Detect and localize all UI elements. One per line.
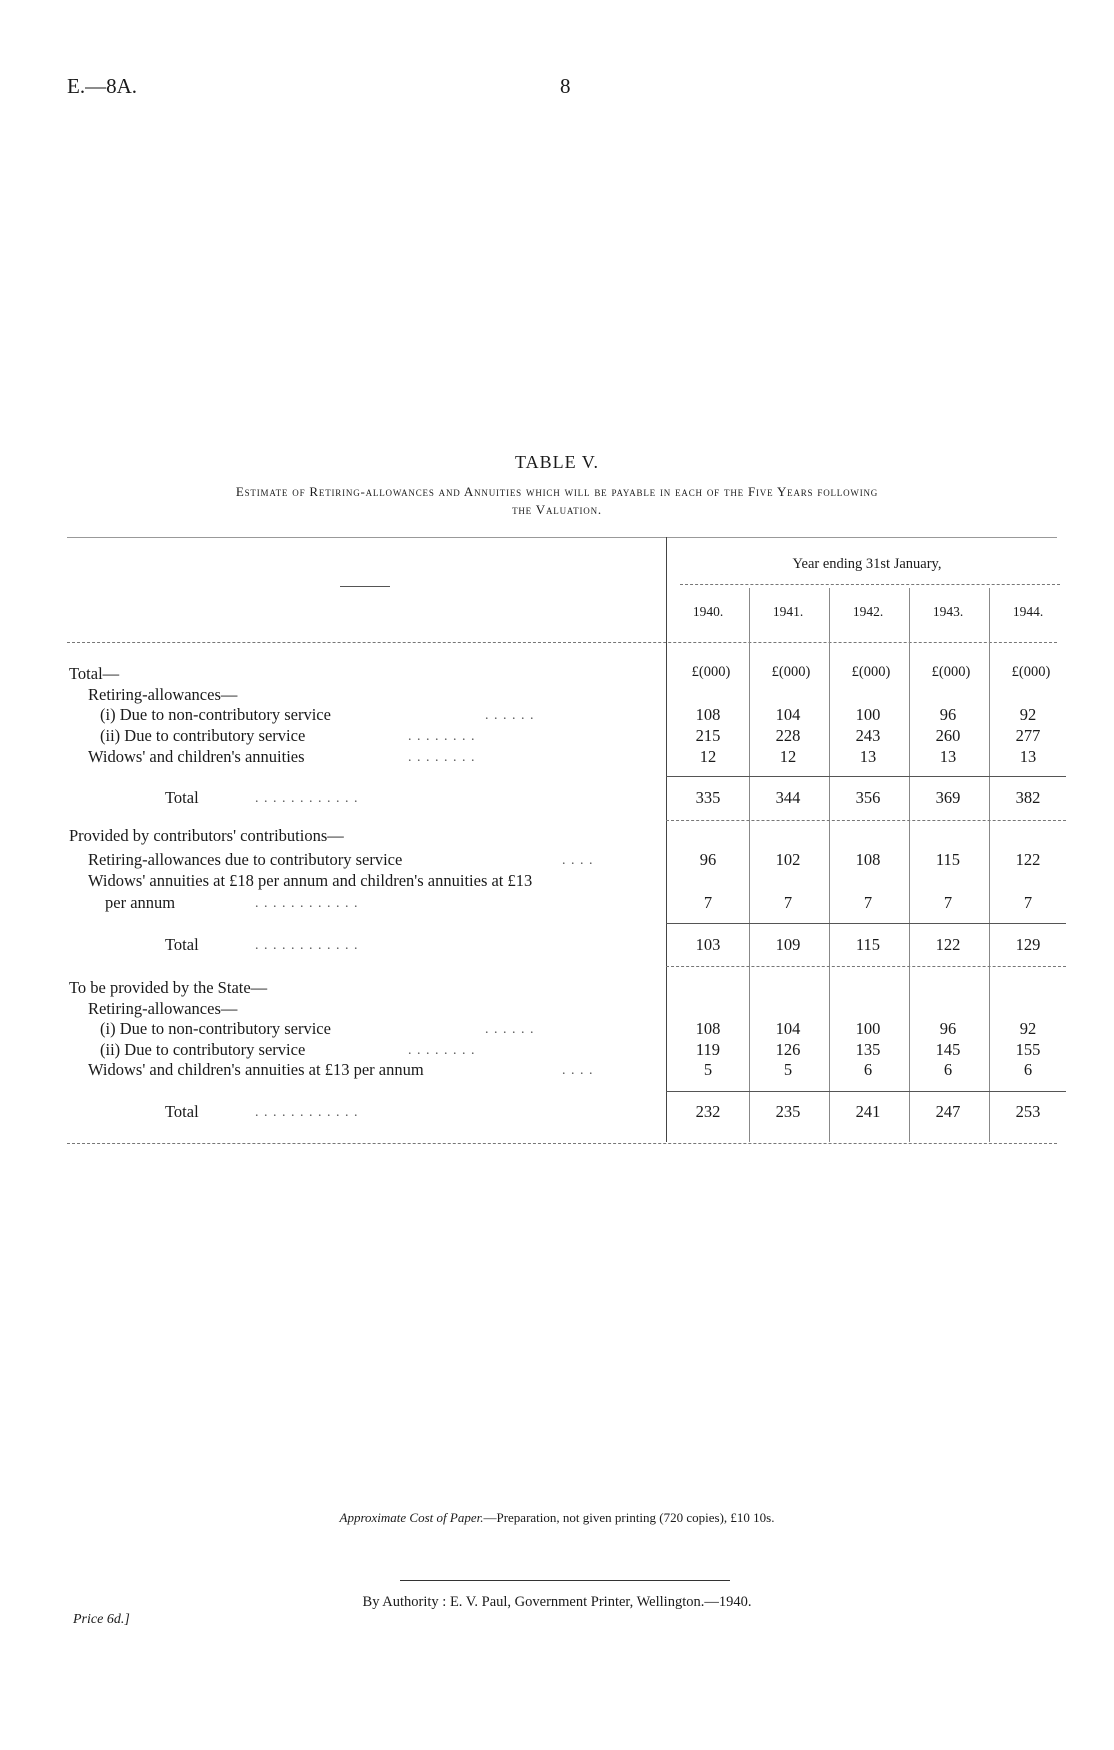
section3-heading-row [0,978,1114,1000]
total-cell: 232 [695,1102,721,1121]
cell: 115 [935,850,961,869]
cell: 104 [775,1019,801,1038]
leader-dots: . . . . . . . . . . . . [255,791,359,806]
section3-subheading-row [0,999,1114,1021]
leader-dots: . . . . . . [485,708,535,723]
total-rule [666,923,1066,924]
section-rule [666,966,1066,967]
total-cell: 103 [695,935,721,954]
section2-heading-row [0,826,1114,848]
total-cell: 241 [855,1102,881,1121]
total-cell: 369 [935,788,961,807]
total-cell: 109 [775,935,801,954]
cell: 122 [1015,850,1041,869]
row-label: (i) Due to non-contributory service [100,1019,331,1038]
row-label: Widows' and children's annuities [88,747,305,766]
row-label-continued: per annum [105,893,176,912]
cell: 13 [1019,747,1037,766]
cell: 108 [695,1019,721,1038]
leader-dots: . . . . . . . . . . . . [255,1105,359,1120]
table-top-rule [67,537,1057,538]
cell: 7 [863,893,873,912]
cell: 6 [863,1060,873,1079]
report-code: E.—8A. [67,74,137,98]
row-label: (i) Due to non-contributory service [100,705,331,724]
total-cell: 115 [855,935,881,954]
table-bottom-rule [67,1143,1057,1144]
cost-text: —Preparation, not given printing (720 copies), £10 10s. [483,1510,775,1525]
leader-dots: . . . . . . . . . . . . [255,938,359,953]
cell: 145 [935,1040,961,1059]
group-header-rule [680,584,1060,585]
cell: 228 [775,726,801,745]
table-row [0,705,1114,727]
unit-1943: £(000) [931,664,971,680]
label-header-dash [340,586,390,587]
cell: 108 [695,705,721,724]
column-group-header: Year ending 31st January, [792,556,942,572]
table-row-label-line1 [0,871,1114,893]
total-cell: 253 [1015,1102,1041,1121]
section1-subheading-row [0,685,1114,707]
unit-1944: £(000) [1011,664,1051,680]
leader-dots: . . . . [562,1063,594,1078]
cell: 260 [935,726,961,745]
cell: 7 [1023,893,1033,912]
total-row [0,788,1114,810]
cell: 12 [779,747,797,766]
year-header-1940: 1940. [692,604,724,619]
table-row [0,893,1114,915]
cell: 126 [775,1040,801,1059]
section2-heading: Provided by contributors' contributions— [69,826,344,845]
unit-1940: £(000) [691,664,731,680]
row-label: Widows' annuities at £18 per annum and children's annuities at £13 [88,871,533,890]
unit-1942: £(000) [851,664,891,680]
cell: 277 [1015,726,1041,745]
leader-dots: . . . . [562,853,594,868]
printer-authority: By Authority : E. V. Paul, Government Printer, Wellington.—1940. [362,1594,752,1610]
cell: 92 [1019,705,1037,724]
cell: 13 [939,747,957,766]
table-row [0,850,1114,872]
total-rule [666,1091,1066,1092]
cell: 102 [775,850,801,869]
year-header-1942: 1942. [852,604,884,619]
table-title: TABLE V. [515,452,599,472]
cell: 119 [695,1040,721,1059]
cost-of-paper-note [0,1510,1114,1526]
total-cell: 356 [855,788,881,807]
row-label: Widows' and children's annuities at £13 per annum [88,1060,424,1079]
year-header-1941: 1941. [772,604,804,619]
total-label: Total [165,788,199,807]
leader-dots: . . . . . . . . [408,729,476,744]
cell: 100 [855,705,881,724]
table-caption-line2: the Valuation. [512,502,602,517]
total-label: Total [165,935,199,954]
cell: 12 [699,747,717,766]
total-cell: 129 [1015,935,1041,954]
cell: 243 [855,726,881,745]
cell: 5 [783,1060,793,1079]
row-label: (ii) Due to contributory service [100,726,306,745]
leader-dots: . . . . . . [485,1022,535,1037]
total-cell: 122 [935,935,961,954]
cell: 6 [1023,1060,1033,1079]
table-row [0,1040,1114,1062]
year-header-1944: 1944. [1012,604,1044,619]
unit-1941: £(000) [771,664,811,680]
table-row [0,1060,1114,1082]
price: Price 6d.] [73,1612,130,1627]
cell: 96 [939,1019,957,1038]
cell: 96 [939,705,957,724]
leader-dots: . . . . . . . . . . . . [255,896,359,911]
row-label: Retiring-allowances due to contributory service [88,850,403,869]
cell: 135 [855,1040,881,1059]
cell: 7 [783,893,793,912]
total-cell: 247 [935,1102,961,1121]
table-caption-line1: Estimate of Retiring-allowances and Annuities which will be payable in each of the Five Years following [235,484,879,499]
row-label: (ii) Due to contributory service [100,1040,306,1059]
section1-heading: Total— [69,664,120,683]
cell: 92 [1019,1019,1037,1038]
cell: 155 [1015,1040,1041,1059]
total-cell: 344 [775,788,801,807]
section3-heading: To be provided by the State— [69,978,268,997]
total-label: Total [165,1102,199,1121]
footer-rule [400,1580,730,1581]
total-row [0,1102,1114,1124]
total-cell: 335 [695,788,721,807]
year-header-1943: 1943. [932,604,964,619]
total-rule [666,776,1066,777]
table-row [0,747,1114,769]
cell: 6 [943,1060,953,1079]
leader-dots: . . . . . . . . [408,750,476,765]
page-number: 8 [560,74,571,98]
section-rule [666,820,1066,821]
cell: 104 [775,705,801,724]
cell: 7 [703,893,713,912]
section1-subheading: Retiring-allowances— [88,685,238,704]
cell: 100 [855,1019,881,1038]
cost-label: Approximate Cost of Paper. [339,1510,484,1525]
cell: 13 [859,747,877,766]
total-cell: 382 [1015,788,1041,807]
leader-dots: . . . . . . . . [408,1043,476,1058]
section3-subheading: Retiring-allowances— [88,999,238,1018]
cell: 5 [703,1060,713,1079]
section1-heading-row [0,664,1114,686]
cell: 215 [695,726,721,745]
cell: 108 [855,850,881,869]
table-row [0,1019,1114,1041]
cell: 7 [943,893,953,912]
table-row [0,726,1114,748]
cell: 96 [699,850,717,869]
total-row [0,935,1114,957]
total-cell: 235 [775,1102,801,1121]
